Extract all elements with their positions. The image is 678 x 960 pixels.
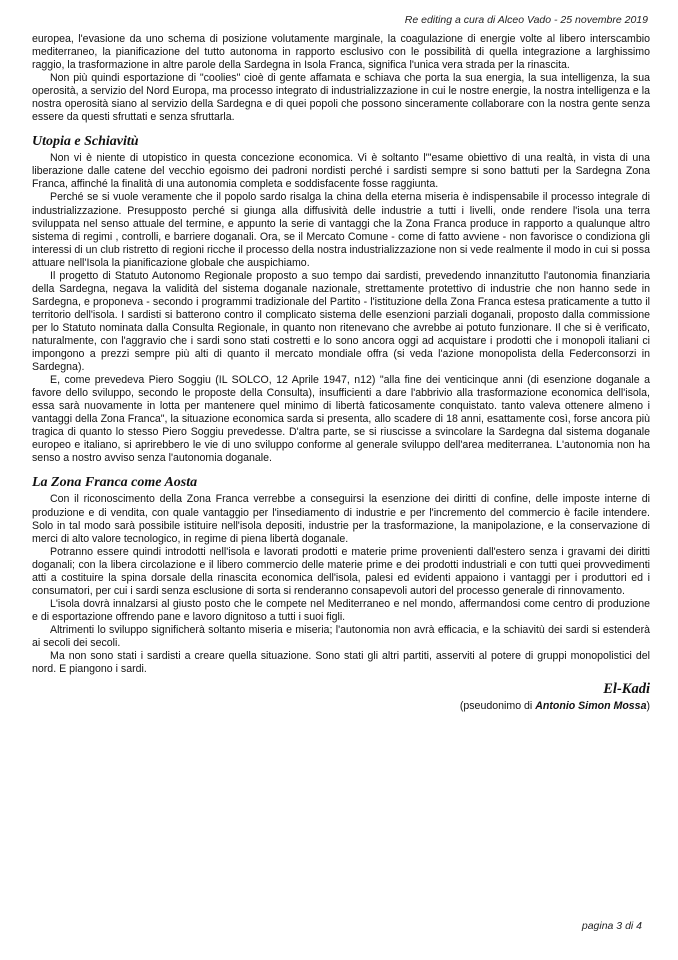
pseudonym-real-name: Antonio Simon Mossa (535, 700, 647, 713)
author-signature: El-Kadi (603, 681, 650, 698)
section1-paragraph-3: Il progetto di Statuto Autonomo Regionale proposto a suo tempo dai sardisti, prevedendo innanzitutto l'autonomia finanziaria della Sardegna, negava la validità del sistema doganale nazionale, strettamente protettivo di industrie che non hanno sede in Sardegna, e proponeva - secondo i programmi tradizionale del Partito - l'istituzione della Zona Franca estesa praticamente a tutto il territorio dell'isola. I sardisti si batterono contro il complicato sistema delle esenzioni parziali doganali, proposto dalla commissione per lo Statuto nominata dalla Consulta Regionale, in quanto non ritenevano che avrebbe ai potuto funzionare. Il che si è verificato, naturalmente, con l'aggravio che i sardi sono stati costretti e lo sono ancora oggi ad acquistare i prodotti che i monopoli italiani ci impongono a prezzi sempre più alti di quanto il mercato mondiale offra (si veda l'azione monopolista della Federconsorzi in Sardegna). (32, 269, 650, 374)
section2-paragraph-5: Ma non sono stati i sardisti a creare quella situazione. Sono stati gli altri partiti, asserviti al potere di gruppi monopolistici del nord. E piangono i sardi. (32, 650, 650, 676)
page-number: pagina 3 di 4 (581, 920, 642, 932)
intro-paragraph-1: europea, l'evasione da uno schema di posizione volutamente marginale, la coagulazione di energie volte al libero interscambio mediterraneo, la pianificazione del tutto autonoma in rapporto esclusivo con le possibilità di quella integrazione a larghissimo raggio, la trasformazione in altre parole della Sardegna in Isola Franca, significa l'unica vera strada per la rinascita. (32, 33, 650, 72)
article-body (32, 33, 650, 713)
section-heading-zona-franca: La Zona Franca come Aosta (32, 475, 198, 491)
section-heading-utopia: Utopia e Schiavitù (32, 134, 139, 150)
pseudonym-prefix: (pseudonimo di (459, 700, 536, 713)
section1-paragraph-1: Non vi è niente di utopistico in questa concezione economica. Vi è soltanto l'"esame obiettivo di una realtà, in vista di una liberazione dalle catene del vecchio egoismo dei padroni nordisti perché i sardisti sempre si sono battuti per la Sardegna Zona Franca, affinché la finalità di una autonomia completa e soddisfacente fosse raggiunta. (32, 152, 650, 191)
page-header: Re editing a cura di Alceo Vado - 25 novembre 2019 (404, 14, 648, 26)
intro-paragraph-2: Non più quindi esportazione di "coolies" cioè di gente affamata e schiava che porta la sua energia, la sua intelligenza, la sua operosità, a servizio del Nord Europa, ma processo integrato di industrializzazione in cui le nostre energie, la nostra intelligenza e la nostra operosità siano al servizio della Sardegna e di quei popoli che possono sinceramente collaborare con la nostra gente senza essere da questi sfruttati e senza sfruttarla. (32, 72, 650, 124)
section2-paragraph-2: Potranno essere quindi introdotti nell'isola e lavorati prodotti e materie prime provenienti dall'estero senza i gravami dei diritti doganali; con la libera circolazione e il libero commercio delle materie prime e dei prodotti industriali e con tutti quei provvedimenti atti a costituire la spina dorsale della rinascita economica dell'isola, palesi ed evidenti appaiono i vantaggi per i produttori ed i consumatori, per cui i sardi senza esclusione di sorta si renderanno consapevoli autori del processo generale di rinnovamento. (32, 545, 650, 597)
section2-paragraph-3: L'isola dovrà innalzarsi al giusto posto che le compete nel Mediterraneo e nel mondo, affermandosi come centro di produzione e di esportazione offrendo pane e lavoro dignitoso a tutti i suoi figli. (32, 597, 650, 623)
section2-paragraph-1: Con il riconoscimento della Zona Franca verrebbe a conseguirsi la esenzione dei diritti di confine, delle imposte interne di produzione e di vendita, con quale vantaggio per l'insediamento di industrie e per l'incremento del commercio è facile intendere. Solo in tal modo sarà possibile istituire nell'isola depositi, industrie per la trasformazione, la manipolazione, e la conservazione di merci di alto valore tecnologico, in regime di piena libertà doganale. (32, 493, 650, 545)
section1-paragraph-4: E, come prevedeva Piero Soggiu (IL SOLCO, 12 Aprile 1947, n12) "alla fine dei venticinque anni (di esenzione doganale a favore dello sviluppo, secondo le proposte della Consulta), insufficienti a dare l'abbrivio alla trasformazione economica dell'isola, essa sarà nuovamente in lotta per mantenere quel minimo di libertà faticosamente conquistato. tanto valeva ottenere almeno i vantaggi della Zona Franca", la situazione economica sarda si presenta, allo scadere di 18 anni, esattamente così, forse ancora più tragica di quanto lo stesso Piero Soggiu prevedesse. D'altra parte, se si riuscisse a svincolare la Sardegna dal sistema doganale europeo e italiano, si aprirebbero le vie di uno sviluppo conforme al generale sviluppo dell'area mediterranea. L'autonomia non ha senso a nostro avviso senza l'autonomia doganale. (32, 374, 650, 465)
author-pseudonym-note (32, 700, 650, 713)
section1-paragraph-2: Perché se si vuole veramente che il popolo sardo risalga la china della eterna miseria è indispensabile il processo integrale di industrializzazione. Presupposto perché si giunga alla diffusività delle industrie a tutti i livelli, onde rendere l'isola una terra sviluppata nel senso attuale del termine, e appunto la serie di vantaggi che la Zona Franca produce in rapporto a qualunque altro sistema di regimi , controlli, e barriere doganali. Ora, se il Mercato Comune - come di fatto avviene - non favorisce o condiziona gli interessi di un club ristretto di regioni ricche il processo della nostra industrializzazione non si vede realmente il modo in cui si possa attuare nell'Isola la pianificazione globale che auspichiamo. (32, 191, 650, 269)
pseudonym-suffix: ) (646, 700, 650, 713)
section2-paragraph-4: Altrimenti lo sviluppo significherà soltanto miseria e miseria; l'autonomia non avrà efficacia, e la schiavitù dei sardi si estenderà ai secoli dei secoli. (32, 623, 650, 649)
